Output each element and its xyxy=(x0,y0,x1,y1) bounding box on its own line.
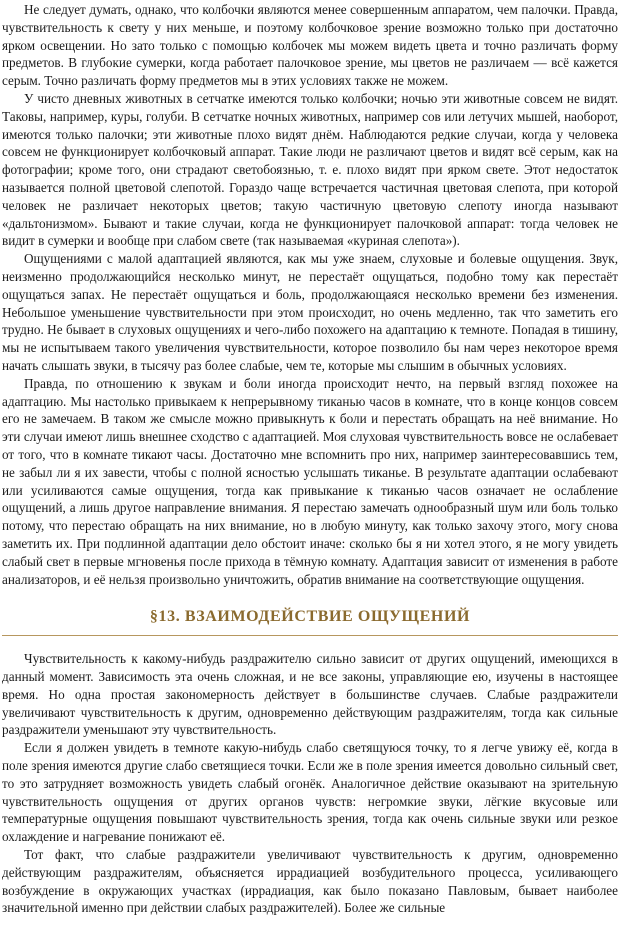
paragraph: У чисто дневных животных в сетчатке имеются только колбочки; ночью эти животные совсем не видят. Таковы, например, куры, голуби. В сетчатке ночных животных, например сов или летучих мышей, наоборот, имеются только палочки; эти животные плохо видят днём. Наблюдаются редкие случаи, когда у человека совсем не функционирует колбочковый аппарат. Такие люди не различают цветов и видят всё серым, как на фотографии; кроме того, они страдают светобоязнью, т. е. плохо видят при ярком свете. Этот недостаток называется полной цветовой слепотой. Гораздо чаще встречается частичная цветовая слепота, при которой человек не различает некоторых цветов; такую частичную цветовую слепоту иногда называют «дальтонизмом». Бывают и такие случаи, когда не функционирует палочковой аппарат: тогда человек не видит в сумерки и вообще при слабом свете (так называемая «куриная слепота»). xyxy=(2,90,618,249)
text-block-top xyxy=(2,0,618,588)
paragraph: Тот факт, что слабые раздражители увеличивают чувствительность к другим, одновременно действующим раздражителям, объясняется иррадиацией возбудительного процесса, усиливающего возбуждение в окружающих участках (иррадиация, как было показано Павловым, бывает наиболее значительной именно при действии слабых раздражителей). Более же сильные xyxy=(2,847,618,916)
paragraph: Правда, по отношению к звукам и боли иногда происходит нечто, на первый взгляд похожее на адаптацию. Мы настолько привыкаем к непрерывному тиканью часов в комнате, что в конце концов совсем его не замечаем. В таком же смысле можно привыкнуть к боли и перестать обращать на неё внимание. Но эти случаи имеют лишь внешнее сходство с адаптацией. Моя слуховая чувствительность вовсе не ослабевает от того, что в комнате тикают часы. Достаточно мне вспомнить про них, например заинтересовавшись тем, не забыл ли я их завести, чтобы с полной ясностью услышать тиканье. В результате адаптации ослабевают или усиливаются самые ощущения, тогда как привыкание к тиканью часов означает не ослабление ощущений, а лишь другое направление внимания. Я перестаю замечать однообразный шум или боль только потому, что перестаю обращать на них внимание, но в любую минуту, как только захочу этого, могу снова заметить их. При подлинной адаптации дело обстоит иначе: сколько бы я ни хотел этого, я не могу увидеть слабый свет в первые мгновенья после прихода в тёмную комнату. Адаптация зависит от изменения в работе анализаторов, и её нельзя произвольно уничтожить, обратив внимание на соответствующие ощущения. xyxy=(2,375,618,587)
paragraph: Не следует думать, однако, что колбочки являются менее совершенным аппаратом, чем палочки. Правда, чувствительность к свету у них меньше, и поэтому колбочковое зрение возможно только при достаточно ярком освещении. Но зато только с помощью колбочек мы можем видеть цвета и точно различать форму предметов. В глубокие сумерки, когда работает палочковое зрение, мы цветов не различаем — всё кажется серым. Точно различать форму предметов мы в этих условиях также не можем. xyxy=(2,2,618,89)
heading-divider xyxy=(2,635,618,636)
text-block-bottom xyxy=(2,650,618,917)
section-heading: §13. ВЗАИМОДЕЙСТВИЕ ОЩУЩЕНИЙ xyxy=(149,608,471,626)
paragraph: Если я должен увидеть в темноте какую-нибудь слабо светящуюся точку, то я легче увижу её, когда в поле зрения имеются другие слабо светящиеся точки. Если же в поле зрения имеется довольно сильный свет, то это затрудняет возможность увидеть слабый огонёк. Аналогичное действие оказывают на зрительную чувствительность ощущения от других органов чувств: негромкие звуки, лёгкие вкусовые или температурные ощущения повышают чувствительность зрения, тогда как очень сильные звуки или резкое охлаждение и нагревание понижают её. xyxy=(2,740,618,845)
section-header xyxy=(2,606,618,636)
paragraph: Ощущениями с малой адаптацией являются, как мы уже знаем, слуховые и болевые ощущения. Звук, неизменно продолжающийся несколько минут, не перестаёт ощущаться, подобно тому как перестаёт ощущаться запах. Не перестаёт ощущаться и боль, продолжающаяся несколько времени без изменения. Небольшое уменьшение чувствительности при этом происходит, но очень медленно, так что заметить его трудно. Не бывает в слуховых ощущениях и чего-либо похожего на адаптацию к темноте. Попадая в тишину, мы не испытываем такого увеличения чувствительности, которое позволило бы нам через некоторое время начать слышать звуки, в тысячу раз более слабые, чем те, которые мы слышим в обычных условиях. xyxy=(2,251,618,373)
paragraph: Чувствительность к какому-нибудь раздражителю сильно зависит от других ощущений, имеющихся в данный момент. Зависимость эта очень сложная, и не все законы, управляющие ею, изучены в настоящее время. Но одна простая закономерность действует в большинстве случаев. Слабые раздражители увеличивают чувствительность к другим, одновременно действующим раздражителям, тогда как сильные раздражители уменьшают эту чувствительность. xyxy=(2,651,618,738)
